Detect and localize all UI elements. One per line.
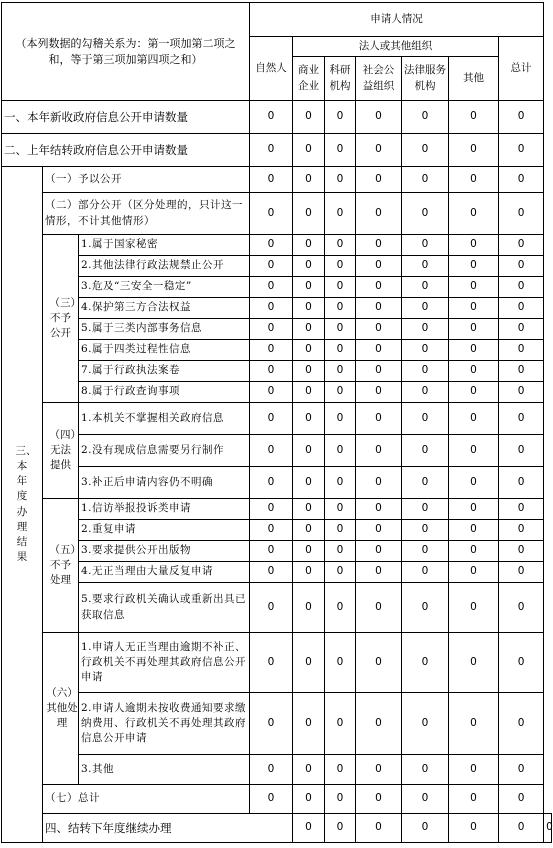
cell-value: 0 [293,382,325,403]
cell-value: 0 [356,435,402,467]
cell-value: 0 [356,382,402,403]
row-label: 8.属于行政查询事项 [79,382,250,403]
table-row [2,319,552,340]
group-4-label: （四）无法提供 [43,403,79,499]
cell-value: 0 [449,499,499,520]
cell-value: 0 [402,101,449,134]
cell-value: 0 [293,101,325,134]
cell-value: 0 [499,319,544,340]
row-label: 四、结转下年度继续办理 [43,814,293,843]
cell-value: 0 [293,583,325,633]
row-label: 1.属于国家秘密 [79,235,250,256]
cell-value: 0 [250,562,293,583]
cell-value: 0 [293,193,325,235]
row-label: 1.申请人无正当理由逾期不补正、行政机关不再处理其政府信息公开申请 [79,633,250,693]
cell-value: 0 [356,277,402,298]
table-row [2,633,552,693]
cell-value: 0 [250,403,293,435]
cell-value: 0 [250,583,293,633]
header-business: 商业企业 [293,57,325,101]
cell-value: 0 [449,361,499,382]
table-row [2,435,552,467]
cell-value: 0 [325,814,356,843]
cell-value: 0 [499,167,544,193]
row-label: （七）总计 [43,785,250,814]
row-label: 1.本机关不掌握相关政府信息 [79,403,250,435]
cell-value: 0 [250,435,293,467]
cell-value: 0 [449,319,499,340]
cell-value: 0 [449,562,499,583]
cell-value: 0 [293,298,325,319]
cell-value: 0 [449,134,499,167]
table-row [2,499,552,520]
cell-value: 0 [250,499,293,520]
cell-value: 0 [250,256,293,277]
cell-value: 0 [356,520,402,541]
header-legal-service: 法律服务机构 [402,57,449,101]
statistics-table [1,2,552,843]
cell-value: 0 [325,785,356,814]
cell-value: 0 [293,435,325,467]
cell-value: 0 [449,277,499,298]
table-row [2,361,552,382]
cell-value: 0 [449,435,499,467]
row-label: 3.危及“三安全一稳定” [79,277,250,298]
cell-value: 0 [356,134,402,167]
cell-value: 0 [402,298,449,319]
row-label: 5.要求行政机关确认或重新出具已获取信息 [79,583,250,633]
cell-value: 0 [449,167,499,193]
cell-value: 0 [449,382,499,403]
cell-value: 0 [402,361,449,382]
cell-value: 0 [499,403,544,435]
cell-value: 0 [449,583,499,633]
cell-value: 0 [449,403,499,435]
group-5-label: （五）不予处理 [43,499,79,633]
cell-value: 0 [402,520,449,541]
cell-value: 0 [356,562,402,583]
table-row [2,134,552,167]
row-label: 5.属于三类内部事务信息 [79,319,250,340]
row-label: 4.保护第三方合法权益 [79,298,250,319]
table-row [2,583,552,633]
cell-value: 0 [499,340,544,361]
cell-value: 0 [325,403,356,435]
cell-value: 0 [250,541,293,562]
row-label: 3.要求提供公开出版物 [79,541,250,562]
cell-value: 0 [293,467,325,499]
cell-value: 0 [402,134,449,167]
cell-value: 0 [499,382,544,403]
row-label: 7.属于行政执法案卷 [79,361,250,382]
cell-value: 0 [293,562,325,583]
cell-value: 0 [293,755,325,785]
table-row [2,256,552,277]
cell-value: 0 [356,814,402,843]
cell-value: 0 [449,693,499,755]
cell-value: 0 [499,693,544,755]
cell-value: 0 [499,562,544,583]
cell-value: 0 [250,235,293,256]
section-3-label: 三、本年度办理结果 [2,167,43,843]
cell-value: 0 [325,256,356,277]
cell-value: 0 [402,785,449,814]
table-row [2,785,552,814]
cell-value: 0 [402,235,449,256]
cell-value: 0 [499,361,544,382]
row-label: 2.申请人逾期未按收费通知要求缴纳费用、行政机关不再处理其政府信息公开申请 [79,693,250,755]
cell-value: 0 [325,319,356,340]
cell-value: 0 [499,583,544,633]
table-row [2,541,552,562]
cell-value: 0 [544,814,552,843]
row-label: 1.信访举报投诉类申请 [79,499,250,520]
cell-value: 0 [499,541,544,562]
cell-value: 0 [293,340,325,361]
cell-value: 0 [325,755,356,785]
header-other: 其他 [449,57,499,101]
table-row [2,520,552,541]
table-row [2,562,552,583]
cell-value: 0 [449,785,499,814]
table-row [2,467,552,499]
group-6-label: （六）其他处理 [43,633,79,785]
cell-value: 0 [325,499,356,520]
cell-value: 0 [250,277,293,298]
cell-value: 0 [499,134,544,167]
cell-value: 0 [356,256,402,277]
row-label: 3.其他 [79,755,250,785]
cell-value: 0 [250,467,293,499]
cell-value: 0 [293,256,325,277]
cell-value: 0 [293,319,325,340]
cell-value: 0 [293,814,325,843]
cell-value: 0 [499,298,544,319]
cell-value: 0 [402,277,449,298]
cell-value: 0 [250,382,293,403]
cell-value: 0 [499,755,544,785]
cell-value: 0 [250,298,293,319]
cell-value: 0 [293,693,325,755]
cell-value: 0 [250,101,293,134]
table-row [2,101,552,134]
cell-value: 0 [499,193,544,235]
cell-value: 0 [356,467,402,499]
cell-value: 0 [449,755,499,785]
cell-value: 0 [356,235,402,256]
table-row [2,298,552,319]
header-total: 总计 [499,37,544,101]
cell-value: 0 [325,541,356,562]
cell-value: 0 [356,403,402,435]
cell-value: 0 [402,467,449,499]
cell-value: 0 [449,101,499,134]
cell-value: 0 [325,633,356,693]
cell-value: 0 [499,814,544,843]
group-3-label: （三）不予公开 [43,235,79,403]
row-label: 2.其他法律行政法规禁止公开 [79,256,250,277]
cell-value: 0 [402,319,449,340]
cell-value: 0 [325,340,356,361]
cell-value: 0 [250,134,293,167]
cell-value: 0 [293,235,325,256]
header-natural-person: 自然人 [250,37,293,101]
cell-value: 0 [499,256,544,277]
cell-value: 0 [356,361,402,382]
cell-value: 0 [325,467,356,499]
cell-value: 0 [402,435,449,467]
cell-value: 0 [293,361,325,382]
cell-value: 0 [325,361,356,382]
cell-value: 0 [325,101,356,134]
cell-value: 0 [293,785,325,814]
cell-value: 0 [402,382,449,403]
header-research: 科研机构 [325,57,356,101]
cell-value: 0 [250,633,293,693]
cell-value: 0 [402,693,449,755]
table-row [2,167,552,193]
table-row [2,755,552,785]
cell-value: 0 [325,435,356,467]
cell-value: 0 [325,277,356,298]
cell-value: 0 [402,541,449,562]
cell-value: 0 [325,193,356,235]
cell-value: 0 [325,298,356,319]
cell-value: 0 [449,298,499,319]
cell-value: 0 [325,134,356,167]
cell-value: 0 [356,583,402,633]
cell-value: 0 [325,167,356,193]
cell-value: 0 [402,583,449,633]
table-row [2,403,552,435]
cell-value: 0 [356,298,402,319]
cell-value: 0 [402,814,449,843]
cell-value: 0 [293,167,325,193]
cell-value: 0 [449,520,499,541]
cell-value: 0 [449,633,499,693]
cell-value: 0 [325,235,356,256]
header-applicant-info: 申请人情况 [250,3,544,37]
cell-value: 0 [449,814,499,843]
header-note: （本列数据的勾稽关系为：第一项加第二项之和，等于第三项加第四项之和） [2,3,250,101]
row-label: 2.没有现成信息需要另行制作 [79,435,250,467]
cell-value: 0 [250,340,293,361]
table-row [2,382,552,403]
cell-value: 0 [250,520,293,541]
cell-value: 0 [449,193,499,235]
cell-value: 0 [449,541,499,562]
cell-value: 0 [293,499,325,520]
cell-value: 0 [402,256,449,277]
header-social: 社会公益组织 [356,57,402,101]
cell-value: 0 [356,340,402,361]
row-label: 2.重复申请 [79,520,250,541]
cell-value: 0 [356,541,402,562]
cell-value: 0 [499,467,544,499]
cell-value: 0 [499,520,544,541]
cell-value: 0 [293,541,325,562]
cell-value: 0 [402,562,449,583]
cell-value: 0 [402,167,449,193]
cell-value: 0 [402,403,449,435]
cell-value: 0 [356,755,402,785]
cell-value: 0 [356,319,402,340]
cell-value: 0 [402,499,449,520]
cell-value: 0 [250,785,293,814]
cell-value: 0 [325,382,356,403]
cell-value: 0 [325,583,356,633]
cell-value: 0 [356,167,402,193]
table-row [2,193,552,235]
row-label: （二）部分公开（区分处理的，只计这一情形，不计其他情形） [43,193,250,235]
cell-value: 0 [293,403,325,435]
cell-value: 0 [250,693,293,755]
row-label: 4.无正当理由大量反复申请 [79,562,250,583]
cell-value: 0 [250,319,293,340]
cell-value: 0 [250,361,293,382]
table-row [2,277,552,298]
table-row [2,340,552,361]
cell-value: 0 [250,167,293,193]
cell-value: 0 [356,633,402,693]
cell-value: 0 [499,235,544,256]
cell-value: 0 [356,499,402,520]
cell-value: 0 [293,277,325,298]
cell-value: 0 [356,101,402,134]
cell-value: 0 [250,193,293,235]
table-row [2,814,552,843]
row-label: 一、本年新收政府信息公开申请数量 [2,101,250,134]
cell-value: 0 [293,520,325,541]
cell-value: 0 [402,340,449,361]
row-label: 6.属于四类过程性信息 [79,340,250,361]
cell-value: 0 [499,499,544,520]
row-label: 二、上年结转政府信息公开申请数量 [2,134,250,167]
table-row [2,235,552,256]
cell-value: 0 [499,785,544,814]
row-label: （一）予以公开 [43,167,250,193]
row-label: 3.补正后申请内容仍不明确 [79,467,250,499]
cell-value: 0 [449,467,499,499]
cell-value: 0 [449,235,499,256]
cell-value: 0 [402,633,449,693]
cell-value: 0 [402,193,449,235]
cell-value: 0 [449,256,499,277]
cell-value: 0 [293,633,325,693]
cell-value: 0 [356,193,402,235]
cell-value: 0 [325,693,356,755]
header-legal-group: 法人或其他组织 [293,37,499,57]
cell-value: 0 [325,520,356,541]
cell-value: 0 [250,755,293,785]
cell-value: 0 [499,101,544,134]
table-row [2,693,552,755]
cell-value: 0 [325,562,356,583]
cell-value: 0 [499,277,544,298]
cell-value: 0 [499,633,544,693]
cell-value: 0 [402,755,449,785]
cell-value: 0 [499,435,544,467]
cell-value: 0 [449,340,499,361]
cell-value: 0 [293,134,325,167]
cell-value: 0 [356,785,402,814]
cell-value: 0 [356,693,402,755]
